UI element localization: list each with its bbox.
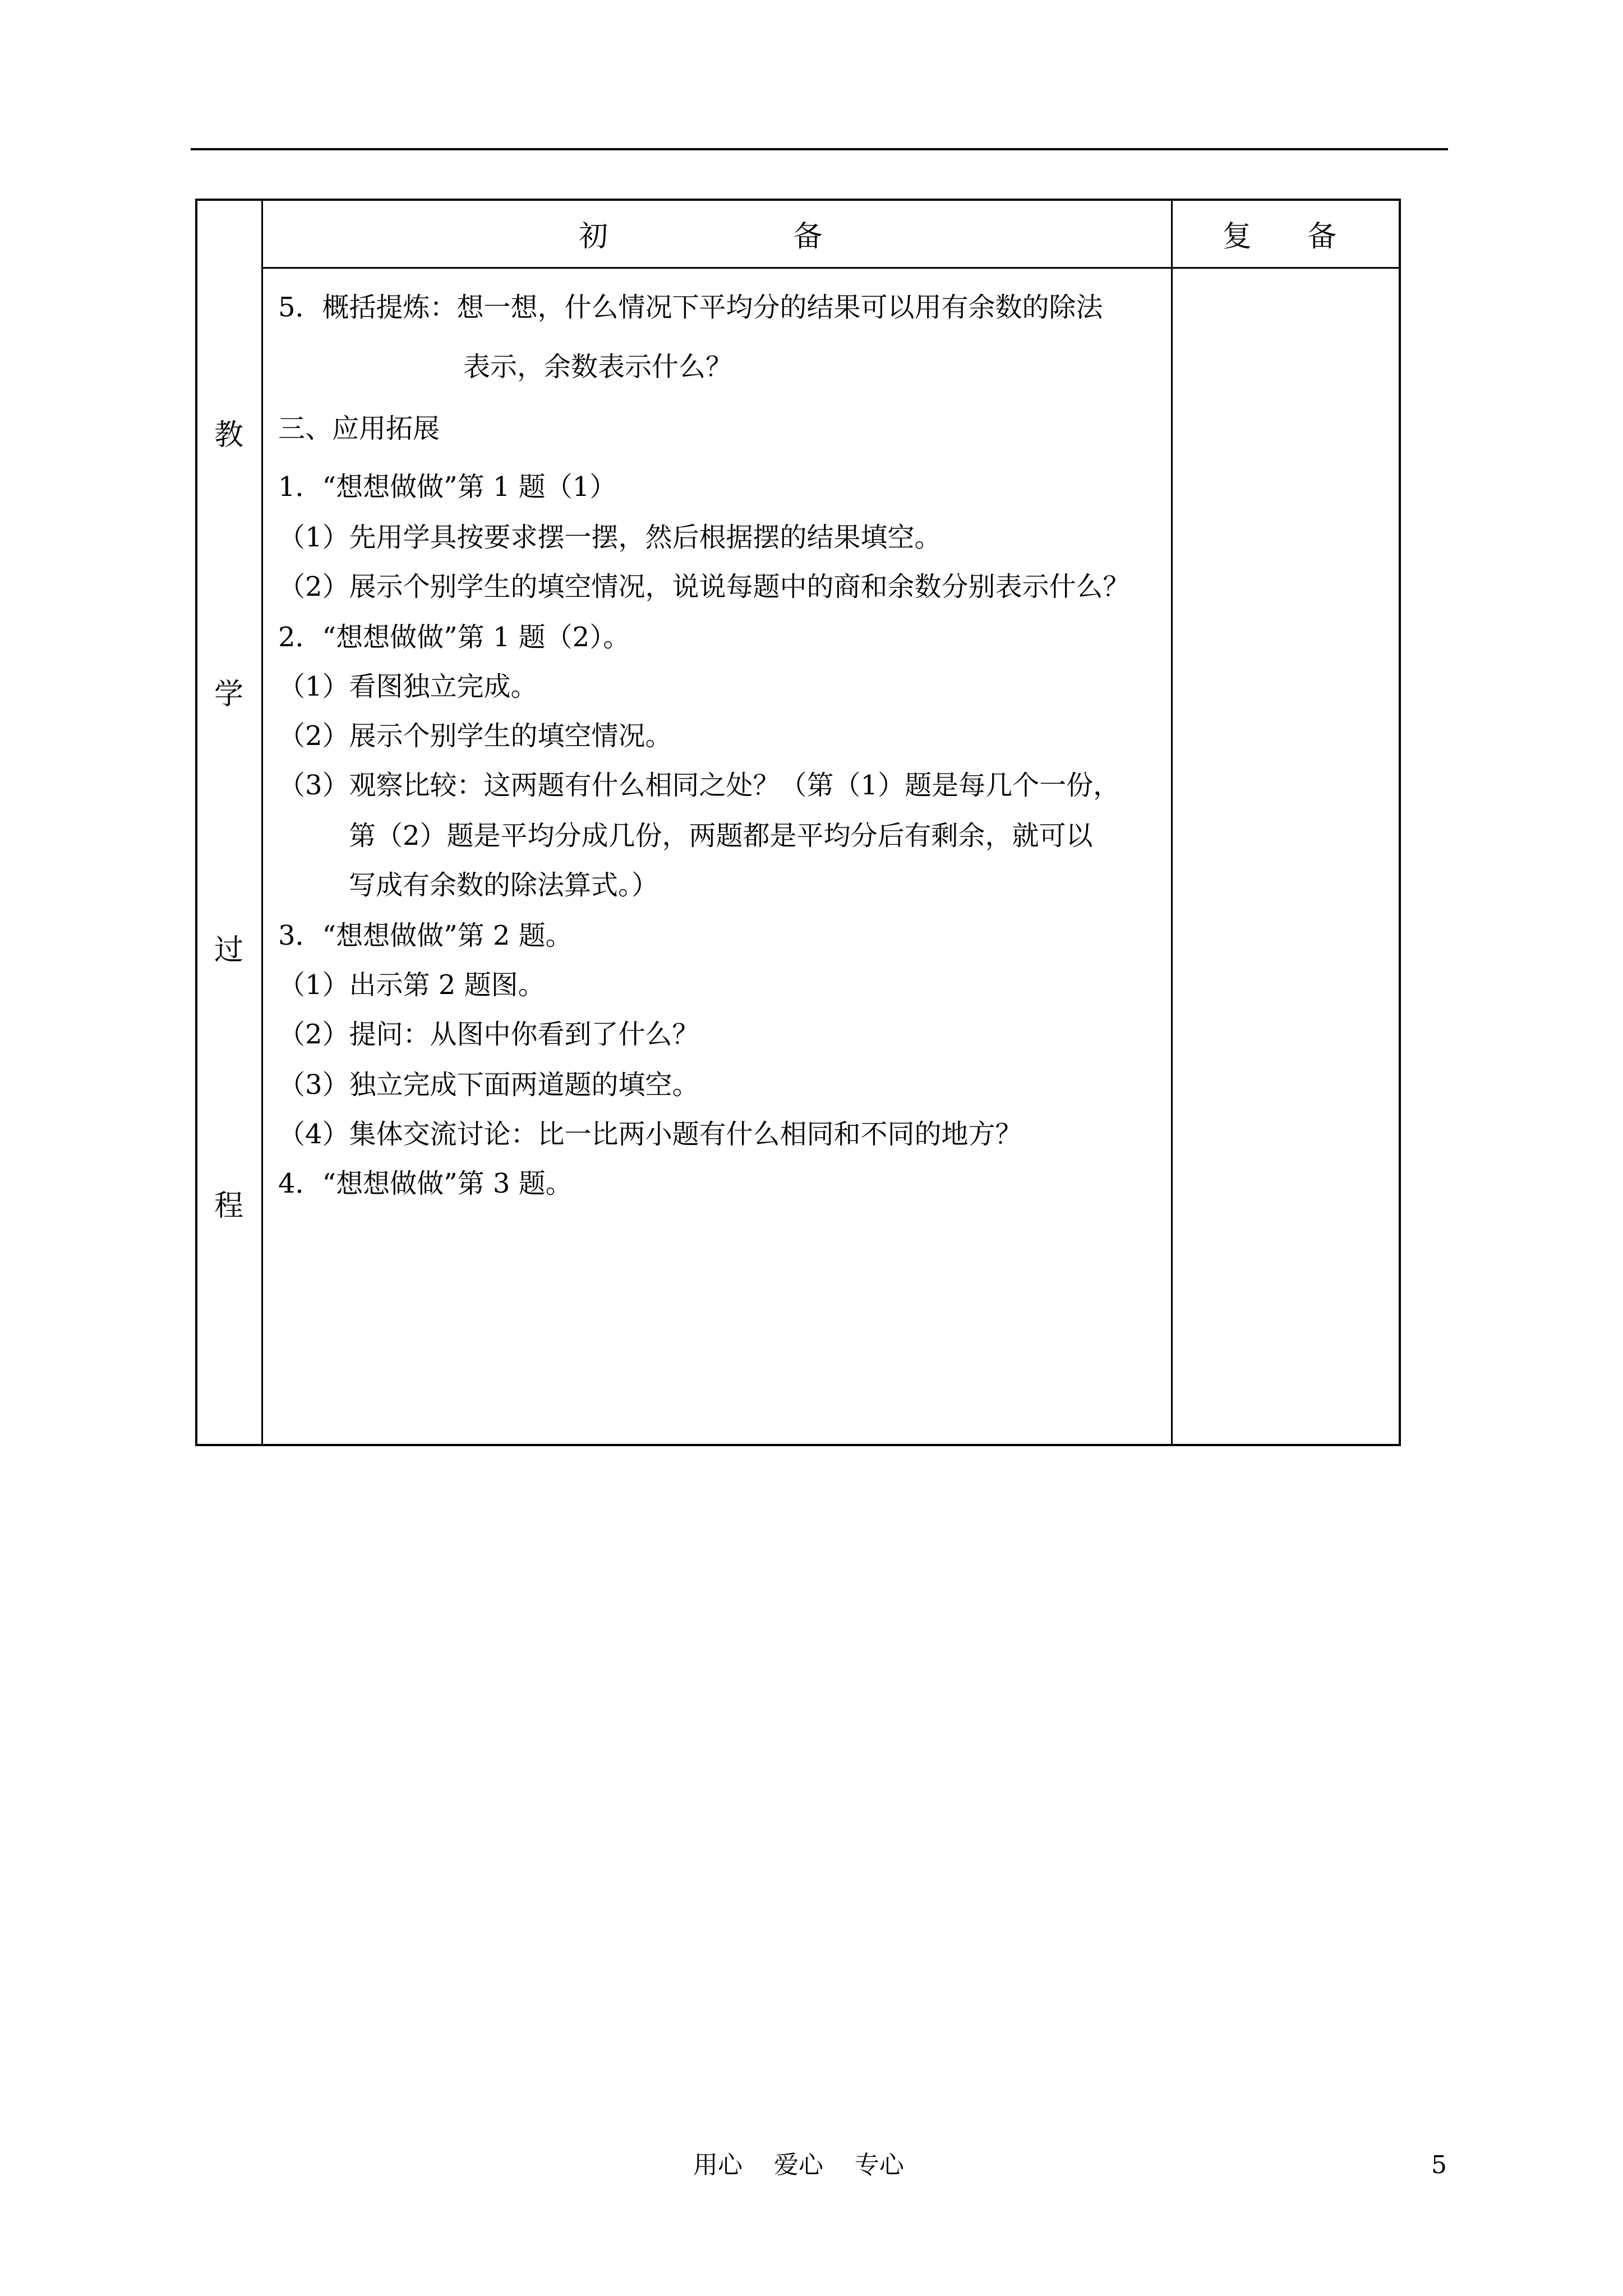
side-label-char: 程	[214, 1189, 243, 1223]
content-line: 2．“想想做做”第 1 题（2）。	[278, 622, 630, 653]
column-divider-side	[261, 201, 263, 1444]
content-line: （1）看图独立完成。	[278, 671, 538, 702]
footer-motto: 用心 爱心 专心	[693, 2151, 904, 2179]
side-label-char: 过	[214, 933, 243, 967]
content-line: 3．“想想做做”第 2 题。	[278, 920, 573, 951]
content-line: （2）展示个别学生的填空情况。	[278, 720, 672, 752]
side-label-char: 学	[214, 678, 243, 711]
content-line: 1．“想想做做”第 1 题（1）	[278, 471, 617, 503]
content-line: 5．概括提炼：想一想，什么情况下平均分的结果可以用有余数的除法	[278, 292, 1103, 323]
header-rule	[191, 148, 1448, 150]
content-line: （2）展示个别学生的填空情况，说说每题中的商和余数分别表示什么？	[278, 571, 1130, 602]
content-line: （4）集体交流讨论：比一比两小题有什么相同和不同的地方？	[278, 1119, 1022, 1150]
review-prep-header: 复 备	[1223, 220, 1337, 254]
content-line: （1）先用学具按要求摆一摆，然后根据摆的结果填空。	[278, 522, 942, 553]
lesson-table	[195, 199, 1401, 1446]
side-label-char: 教	[214, 418, 243, 452]
page-number: 5	[1431, 2151, 1447, 2179]
content-line: （1）出示第 2 题图。	[278, 969, 545, 1001]
content-line: 表示，余数表示什么？	[463, 351, 733, 383]
header-row-divider	[261, 267, 1399, 269]
content-line: （3）独立完成下面两道题的填空。	[278, 1069, 699, 1101]
content-line: （2）提问：从图中你看到了什么？	[278, 1019, 699, 1050]
section-heading: 三、应用拓展	[278, 413, 440, 444]
content-line: 第（2）题是平均分成几份，两题都是平均分后有剩余，就可以	[349, 820, 1093, 852]
initial-prep-header: 初 备	[579, 220, 823, 254]
column-divider-review	[1171, 201, 1173, 1444]
content-line: 写成有余数的除法算式。）	[349, 869, 659, 901]
content-line: 4．“想想做做”第 3 题。	[278, 1168, 573, 1199]
content-line: （3）观察比较：这两题有什么相同之处？（第（1）题是每几个一份，	[278, 770, 1121, 801]
